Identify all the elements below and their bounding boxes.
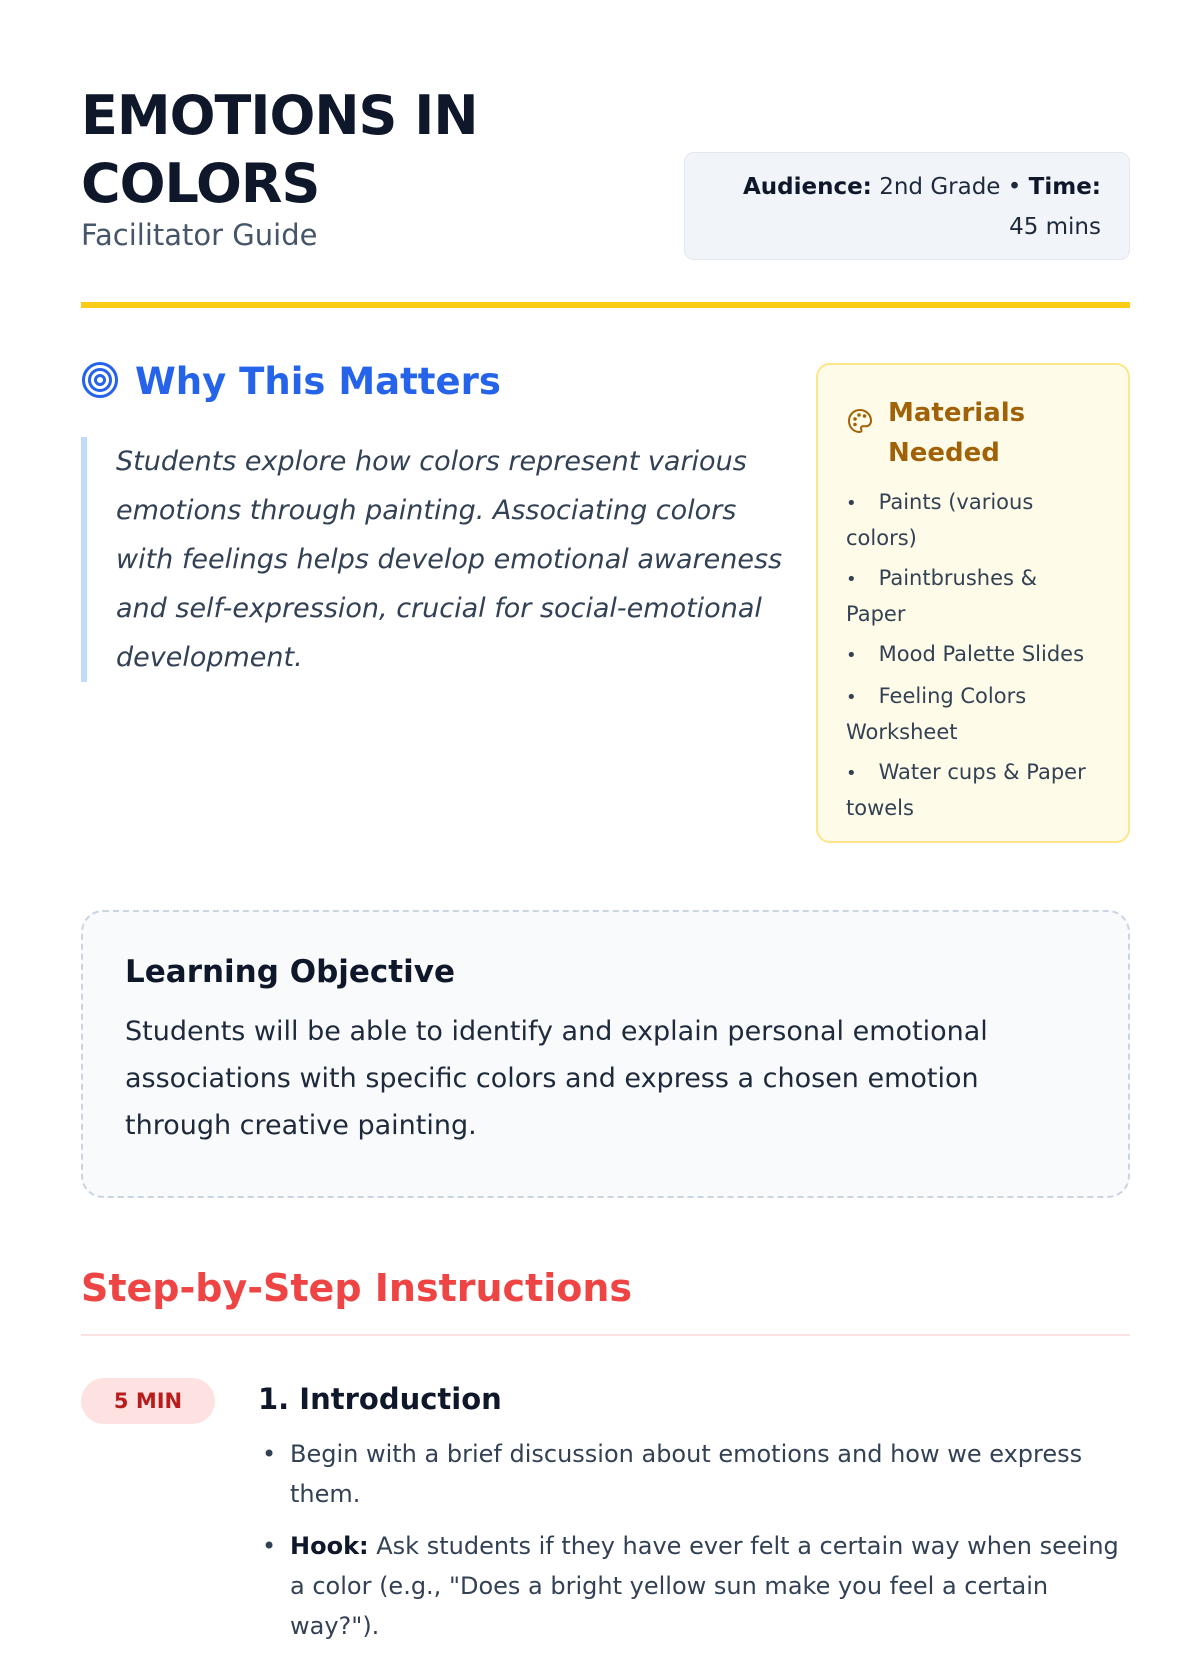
guide-header: [81, 82, 1130, 262]
time-label: Time:: [1028, 174, 1101, 200]
step-title: 1. Introduction: [258, 1382, 502, 1416]
time-value: 45 mins: [1009, 214, 1101, 240]
materials-heading: Materials Needed: [888, 398, 1026, 468]
why-quote: Students explore how colors represent various emotions through painting. Associating colors with feelings helps develop emotional awareness and self-expression, crucial for social-emotional development.: [81, 437, 786, 682]
page-subtitle: Facilitator Guide: [81, 218, 318, 252]
step-bullet-text: Begin with a brief discussion about emotions and how we express them.: [290, 1440, 1083, 1508]
materials-item: • Paints (various colors): [846, 485, 1102, 555]
materials-item: • Mood Palette Slides: [846, 637, 1102, 673]
steps-heading: Step-by-Step Instructions: [81, 1266, 633, 1310]
target-icon: [81, 361, 119, 403]
header-divider: [81, 302, 1130, 308]
objective-heading: Learning Objective: [125, 954, 455, 990]
why-heading-row: [81, 360, 501, 403]
page-title: EMOTIONS IN COLORS: [81, 84, 478, 215]
materials-item: • Water cups & Paper towels: [846, 755, 1102, 825]
materials-item: • Paintbrushes & Paper: [846, 561, 1102, 631]
step-bullet: [258, 1434, 1130, 1514]
step-bullet-text: Ask students if they have ever felt a certain way when seeing a color (e.g., "Does a bright yellow sun make you feel a certain way?").: [290, 1532, 1119, 1640]
materials-card: [816, 363, 1130, 843]
materials-heading-row: [846, 393, 1102, 473]
meta-separator: •: [1007, 174, 1022, 200]
step-bullets: [258, 1434, 1130, 1658]
palette-icon: [846, 407, 874, 439]
audience-value: 2nd Grade: [879, 174, 1001, 200]
duration-badge: 5 MIN: [81, 1378, 215, 1424]
learning-objective-card: [81, 910, 1130, 1198]
audience-time-box: [684, 152, 1130, 260]
step-bullet-lead: Hook:: [290, 1532, 369, 1560]
materials-item: • Feeling Colors Worksheet: [846, 679, 1102, 749]
step-bullet: [258, 1526, 1130, 1646]
objective-text: Students will be able to identify and explain personal emotional associations with specific colors and express a chosen emotion through creative painting.: [125, 1016, 988, 1141]
materials-list: [846, 485, 1102, 825]
why-heading: Why This Matters: [135, 360, 501, 403]
audience-label: Audience:: [742, 174, 872, 200]
steps-divider: [81, 1334, 1130, 1336]
